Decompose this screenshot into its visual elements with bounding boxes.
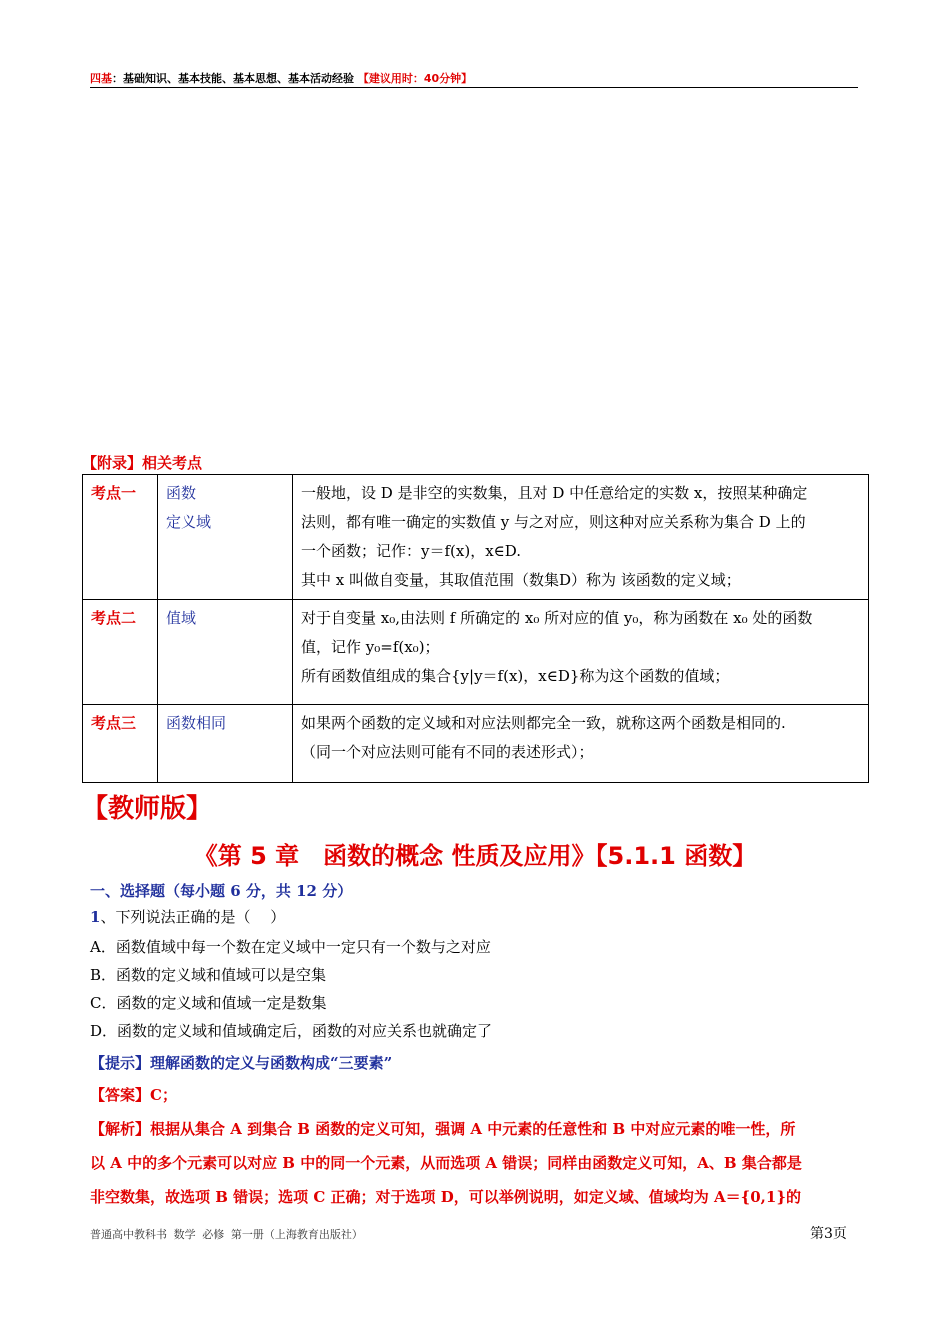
header-time: 【建议用时：40分钟】	[357, 72, 473, 85]
topic-name-line: 值域	[166, 609, 197, 627]
description-line: 法则，都有唯一确定的实数值 y 与之对应，则这种对应关系称为集合 D 上的	[301, 513, 806, 531]
topic-id: 考点三	[83, 705, 158, 783]
option-d: D．函数的定义域和值域确定后，函数的对应关系也就确定了	[90, 1022, 493, 1040]
description-line: 值，记作 y₀=f(x₀)；	[301, 638, 440, 656]
topic-id: 考点二	[83, 600, 158, 705]
topic-name-line: 函数相同	[166, 714, 227, 732]
description-line: 其中 x 叫做自变量，其取值范围（数集D）称为 该函数的定义域；	[301, 571, 741, 589]
topic-name	[158, 600, 293, 705]
appendix-label: 相关考点	[142, 454, 203, 472]
description-line: 对于自变量 x₀,由法则 f 所确定的 x₀ 所对应的值 y₀，称为函数在 x₀ 处的函数	[301, 609, 813, 627]
option-a: A．函数值域中每一个数在定义域中一定只有一个数与之对应	[90, 938, 491, 956]
hint: 【提示】理解函数的定义与函数构成“三要素”	[90, 1054, 393, 1072]
appendix-title	[82, 452, 202, 473]
description-line: （同一个对应法则可能有不同的表述形式）；	[301, 743, 594, 761]
topic-name	[158, 705, 293, 783]
description-line: 一般地，设 D 是非空的实数集，且对 D 中任意给定的实数 x，按照某种确定	[301, 484, 808, 502]
table-row	[83, 475, 869, 600]
option-b: B．函数的定义域和值域可以是空集	[90, 966, 327, 984]
option-c: C．函数的定义域和值域一定是数集	[90, 994, 327, 1012]
topic-description	[293, 475, 869, 600]
table-row	[83, 705, 869, 783]
page-number: 第3页	[810, 1226, 847, 1242]
section-title: 一、选择题（每小题 6 分，共 12 分）	[90, 882, 353, 900]
topic-description	[293, 600, 869, 705]
analysis-line: 非空数集，故选项 B 错误；选项 C 正确；对于选项 D，可以举例说明，如定义域、值域均为 A＝{0,1}的	[90, 1188, 801, 1206]
topic-name	[158, 475, 293, 600]
description-line: 一个函数；记作：y＝f(x)，x∈D.	[301, 542, 522, 560]
footer-book: 普通高中教科书 数学 必修 第一册（上海教育出版社）	[90, 1228, 363, 1241]
topics-table	[82, 474, 869, 783]
table-row	[83, 600, 869, 705]
topic-name-line: 定义域	[166, 513, 212, 531]
analysis	[90, 1112, 862, 1214]
question-text: 、下列说法正确的是（ ）	[100, 908, 286, 926]
answer: 【答案】C；	[90, 1086, 177, 1104]
analysis-line: 以 A 中的多个元素可以对应 B 中的同一个元素，从而选项 A 错误；同样由函数定义可知，A、B 集合都是	[90, 1154, 802, 1172]
topic-description	[293, 705, 869, 783]
page-header	[90, 70, 858, 88]
analysis-line: 【解析】根据从集合 A 到集合 B 函数的定义可知，强调 A 中元素的任意性和 B 中对应元素的唯一性，所	[90, 1120, 796, 1138]
header-items: ：基础知识、基本技能、基本思想、基本活动经验	[112, 72, 354, 85]
topic-name-line: 函数	[166, 484, 197, 502]
description-line: 如果两个函数的定义域和对应法则都完全一致，就称这两个函数是相同的.	[301, 714, 786, 732]
question-number: 1	[90, 908, 101, 926]
topic-id: 考点一	[83, 475, 158, 600]
header-tag: 四基	[90, 72, 112, 85]
description-line: 所有函数值组成的集合{y|y＝f(x)，x∈D}称为这个函数的值域；	[301, 667, 730, 685]
chapter-title: 《第 5 章 函数的概念 性质及应用》【5.1.1 函数】	[193, 842, 757, 870]
question-stem	[90, 906, 285, 927]
appendix-bracket: 【附录】	[82, 454, 143, 472]
teacher-version-label: 【教师版】	[82, 794, 213, 824]
